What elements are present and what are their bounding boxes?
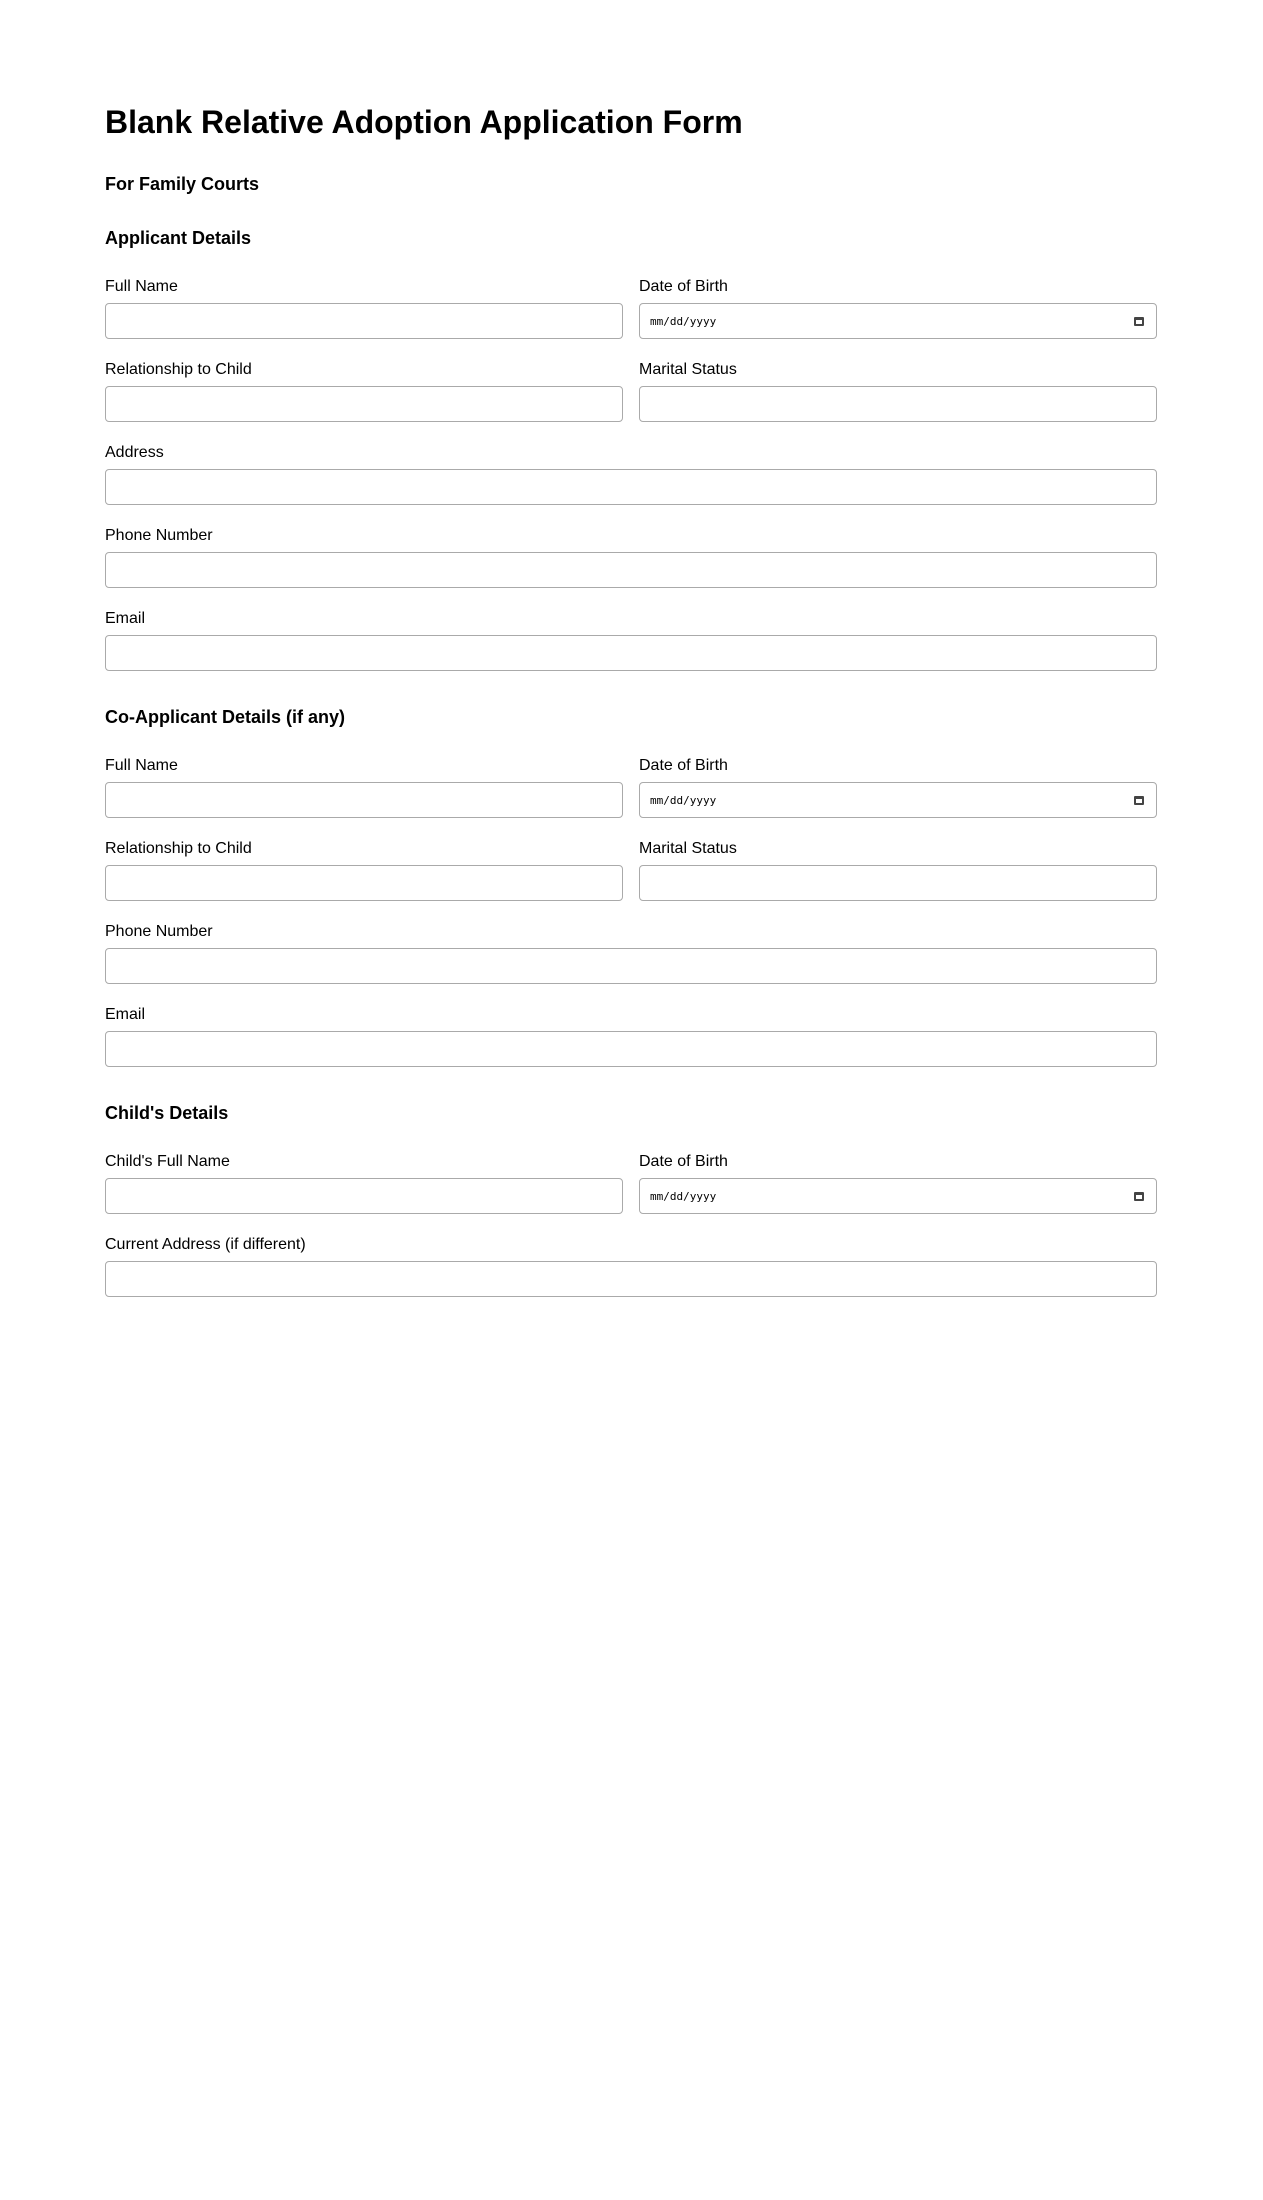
page-title: Blank Relative Adoption Application Form (105, 104, 743, 140)
applicant-marital-status-input[interactable] (639, 386, 1157, 422)
adoption-form (105, 103, 1157, 1318)
label: Marital Status (639, 840, 737, 857)
section-heading-child: Child's Details (105, 1103, 229, 1123)
applicant-full-name-input[interactable] (105, 303, 623, 339)
label: Relationship to Child (105, 361, 252, 378)
calendar-icon[interactable] (1134, 796, 1144, 805)
label: Full Name (105, 757, 178, 774)
label: Date of Birth (639, 278, 728, 295)
section-heading-co-applicant: Co-Applicant Details (if any) (105, 707, 346, 727)
label: Email (105, 1006, 146, 1023)
section-heading-applicant: Applicant Details (105, 228, 252, 248)
calendar-icon[interactable] (1134, 317, 1144, 326)
label: Child's Full Name (105, 1153, 230, 1170)
label: Full Name (105, 278, 178, 295)
co-applicant-full-name-input[interactable] (105, 782, 623, 818)
applicant-relationship-input[interactable] (105, 386, 623, 422)
co-applicant-marital-status-input[interactable] (639, 865, 1157, 901)
label: Current Address (if different) (105, 1236, 306, 1253)
co-applicant-email-input[interactable] (105, 1031, 1157, 1067)
date-placeholder: mm/dd/yyyy (650, 314, 717, 328)
applicant-dob-input[interactable] (639, 303, 1157, 339)
applicant-email-input[interactable] (105, 635, 1157, 671)
label: Relationship to Child (105, 840, 252, 857)
label: Email (105, 610, 146, 627)
label: Phone Number (105, 527, 213, 544)
label: Date of Birth (639, 757, 728, 774)
child-current-address-input[interactable] (105, 1261, 1157, 1297)
date-placeholder: mm/dd/yyyy (650, 793, 717, 807)
label: Address (105, 444, 164, 461)
date-placeholder: mm/dd/yyyy (650, 1189, 717, 1203)
applicant-address-input[interactable] (105, 469, 1157, 505)
applicant-phone-input[interactable] (105, 552, 1157, 588)
label: Marital Status (639, 361, 737, 378)
child-full-name-input[interactable] (105, 1178, 623, 1214)
co-applicant-phone-input[interactable] (105, 948, 1157, 984)
label: Phone Number (105, 923, 213, 940)
calendar-icon[interactable] (1134, 1192, 1144, 1201)
co-applicant-relationship-input[interactable] (105, 865, 623, 901)
label: Date of Birth (639, 1153, 728, 1170)
co-applicant-dob-input[interactable] (639, 782, 1157, 818)
child-dob-input[interactable] (639, 1178, 1157, 1214)
page-subtitle: For Family Courts (105, 174, 260, 194)
